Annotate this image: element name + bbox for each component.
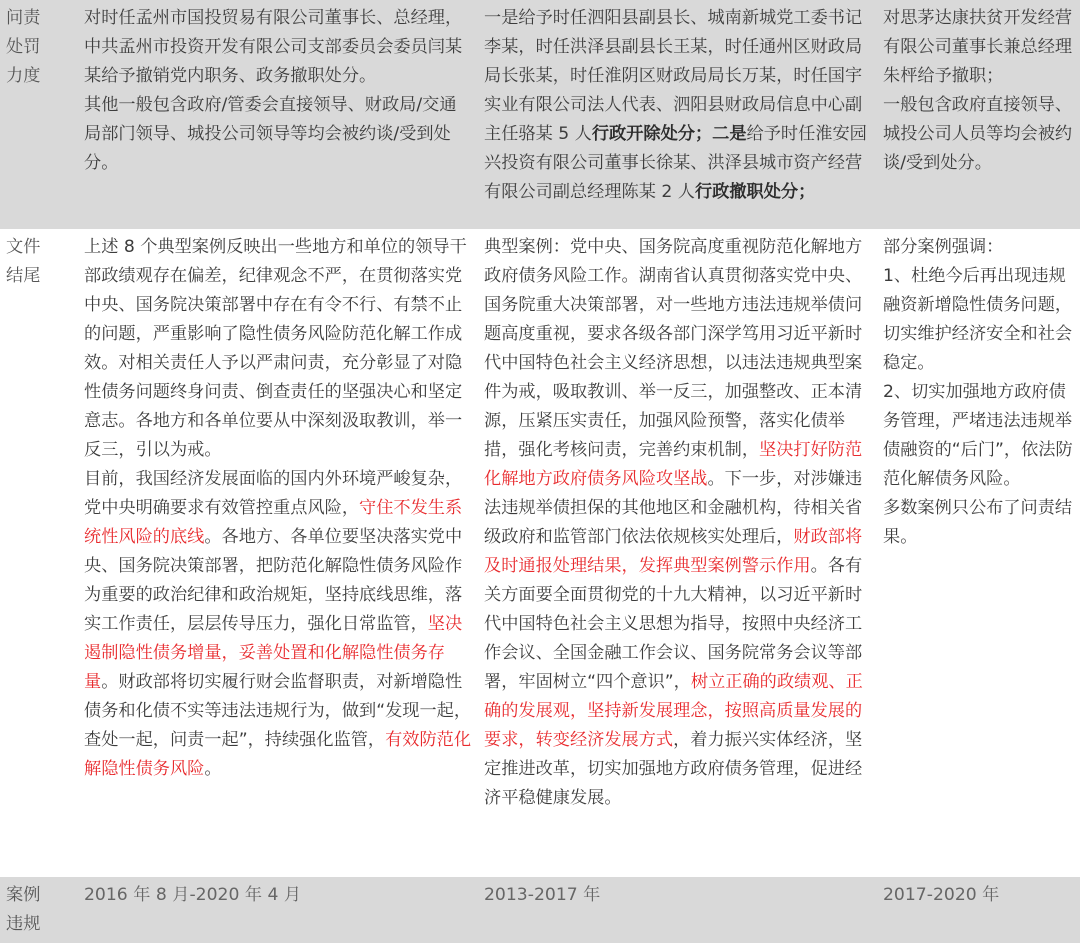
row-label-violation: [0, 877, 78, 943]
label-line: 违规: [6, 914, 41, 934]
paragraph: 部分案例强调：: [883, 237, 1004, 257]
paragraph: 其他一般包含政府/管委会直接领导、财政局/交通局部门领导、城投公司领导等均会被约谈/受到处分。: [84, 95, 457, 173]
text: 。财政部将切实履行财会监督职责，对新增隐性债务和化债不实等违法违规行为，做到“发现一起，查处一起，问责一起”，持续强化监管，: [84, 672, 472, 750]
paragraph: 1、杜绝今后再出现违规融资新增隐性债务问题，切实维护经济安全和社会稳定。: [883, 266, 1073, 373]
cell-case-3-penalty: [877, 0, 1080, 229]
label-line: 结尾: [6, 266, 41, 286]
paragraph: [84, 465, 472, 784]
row-violation-period: [0, 877, 1080, 943]
text: 目前，我国经济发展面临的国内外环境严峻复杂，党中央明确要求有效管控重点风险，: [84, 469, 463, 518]
cell-case-2-penalty: [478, 0, 877, 229]
paragraph: 多数案例只公布了问责结果。: [883, 498, 1073, 547]
paragraph: 上述 8 个典型案例反映出一些地方和单位的领导干部政绩观存在偏差，纪律观念不严，在贯彻落实党中央、国务院决策部署中存在有令不行、有禁不止的问题，严重影响了隐性债务风险防范化解工作成效。对相关责任人予以严肃问责，充分彰显了对隐性债务问题终身问责、倒查责任的坚强决心和坚定意志。各地方和各单位要从中深刻汲取教训，举一反三，引以为戒。: [84, 237, 467, 460]
text: ，着力振兴实体经济，坚定推进改革，切实加强地方政府债务管理，促进经济平稳健康发展。: [484, 730, 863, 808]
text: 。各地方、各单位要坚决落实党中央、国务院决策部署，把防范化解隐性债务风险作为重要的政治纪律和政治规矩，坚持底线思维，落实工作责任，层层传导压力，强化日常监管，: [84, 527, 463, 634]
paragraph: 2、切实加强地方政府债务管理，严堵违法违规举债融资的“后门”，依法防范化解债务风险。: [883, 382, 1073, 489]
row-accountability-penalty: [0, 0, 1080, 229]
bold-text: 行政撤职处分；: [694, 182, 816, 202]
paragraph: 对思茅达康扶贫开发经营有限公司董事长兼总经理朱枰给予撤职；: [883, 8, 1073, 86]
cell-case-2-ending: [478, 229, 877, 877]
row-label-ending: [0, 229, 78, 877]
text: 典型案例：党中央、国务院高度重视防范化解地方政府债务风险工作。湖南省认真贯彻落实党中央、国务院重大决策部署，对一些地方违法违规举债问题高度重视，要求各级各部门深学笃用习近平新时代中国特色社会主义经济思想，以违法违规典型案件为戒，吸取教训、举一反三，加强整改、正本清源，压紧压实责任，加强风险预警，落实化债举措，强化考核问责，完善约束机制，: [484, 237, 863, 460]
label-line: 问责: [6, 8, 41, 28]
row-document-ending: [0, 229, 1080, 877]
highlight-text: 坚决遏制隐性债务增量，妥善处置和化解隐性债务存量: [84, 614, 463, 692]
highlight-text: 树立正确的政绩观、正确的发展观，坚持新发展理念，按照高质量发展的要求，转变经济发展方式: [484, 672, 863, 750]
label-line: 力度: [6, 66, 41, 86]
text: 。: [204, 759, 222, 779]
text: 。下一步，对涉嫌违法违规举债担保的其他地区和金融机构，待相关省级政府和监管部门依法依规核实处理后，: [484, 469, 863, 547]
row-label-accountability: [0, 0, 78, 229]
text: 。各有关方面要全面贯彻党的十九大精神，以习近平新时代中国特色社会主义思想为指导，按照中央经济工作会议、全国金融工作会议、国务院常务会议等部署，牢固树立“四个意识”，: [484, 556, 863, 692]
cell-case-3-period: 2017-2020 年: [877, 877, 1080, 943]
cell-case-1-period: 2016 年 8 月-2020 年 4 月: [78, 877, 478, 943]
cell-case-2-period: 2013-2017 年: [478, 877, 877, 943]
cell-case-1-penalty: [78, 0, 478, 229]
paragraph: 一般包含政府直接领导、城投公司人员等均会被约谈/受到处分。: [883, 95, 1073, 173]
highlight-text: 守住不发生系统性风险的底线: [84, 498, 463, 547]
cell-case-3-ending: [877, 229, 1080, 877]
text: 一是给予时任泗阳县副县长、城南新城党工委书记李某，时任洪泽县副县长王某，时任通州区财政局局长张某，时任淮阴区财政局局长万某，时任国宇实业有限公司法人代表、泗阳县财政局信息中心副主任骆某 5 人: [484, 8, 863, 144]
highlight-text: 坚决打好防范化解地方政府债务风险攻坚战: [484, 440, 863, 489]
cell-case-1-ending: [78, 229, 478, 877]
paragraph: 对时任孟州市国投贸易有限公司董事长、总经理，中共孟州市投资开发有限公司支部委员会委员闫某某给予撤销党内职务、政务撤职处分。: [84, 8, 463, 86]
bold-text: 行政开除处分；二是: [591, 124, 747, 144]
text: 给予时任淮安园兴投资有限公司董事长徐某、洪泽县城市资产经营有限公司副总经理陈某 2 人: [484, 124, 867, 202]
label-line: 案例: [6, 885, 41, 905]
label-line: 处罚: [6, 37, 41, 57]
highlight-text: 财政部将及时通报处理结果，发挥典型案例警示作用: [484, 527, 863, 576]
label-line: 文件: [6, 237, 41, 257]
highlight-text: 有效防范化解隐性债务风险: [84, 730, 472, 779]
